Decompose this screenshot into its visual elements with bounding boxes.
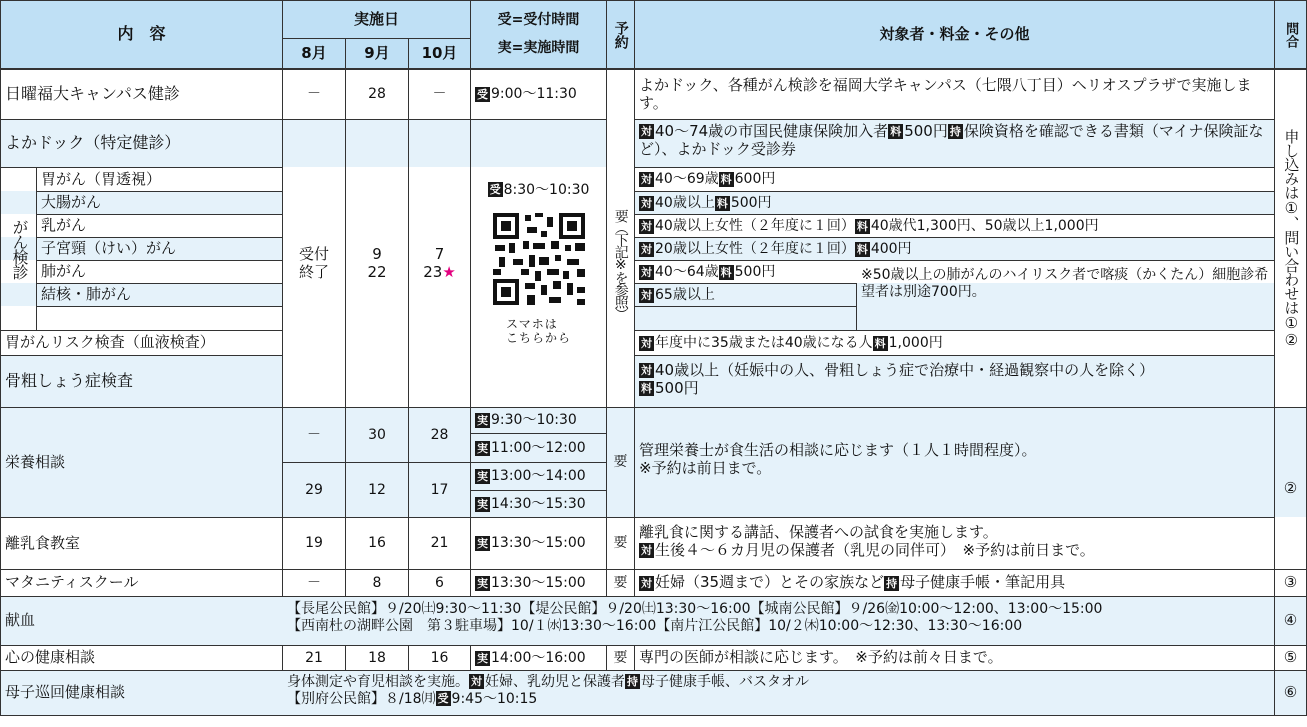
maternity-info — [635, 570, 1274, 596]
mental-info: 専門の医師が相談に応じます。 ※予約は前々日まで。 — [639, 648, 1003, 667]
baby-food-info-2 — [639, 542, 1274, 560]
breast-target: 40歳以上女性（２年度に１回） — [655, 217, 855, 234]
mother-child-info-1 — [287, 674, 1274, 691]
nutrition-time-4 — [471, 491, 606, 517]
maternity-time-text: 13:30～15:00 — [491, 574, 586, 591]
cancer-lung: 肺がん — [41, 262, 87, 281]
baby-food-info-2-text: 生後４～６カ月児の保護者（乳児の同伴可） ※予約は前日まで。 — [655, 540, 1095, 559]
mother-child-inquiry: ⑥ — [1283, 683, 1298, 702]
checkup-time — [488, 182, 590, 199]
yoka-info — [635, 120, 1274, 167]
row-name-nutrition: 栄養相談 — [5, 452, 66, 471]
risk-info — [635, 331, 1274, 355]
qr-code-icon[interactable] — [491, 211, 587, 307]
sunday-time — [471, 70, 606, 119]
sunday-oct: － — [432, 86, 447, 103]
baby-food-info-1: 離乳食に関する講話、保護者への試食を実施します。 — [639, 523, 998, 541]
maternity-oct: 6 — [435, 574, 444, 591]
checkup-oct — [409, 120, 470, 407]
stomach-fee: 600円 — [734, 171, 776, 188]
nutrition-time-2-text: 11:00～12:00 — [491, 439, 586, 456]
nutrition-sep-1: 30 — [368, 426, 386, 443]
header-target: 対象者・料金・その他 — [635, 1, 1274, 68]
row-name-blood-donation: 献血 — [5, 611, 36, 630]
qr-caption: スマホは こちらから — [505, 316, 571, 345]
header-schedule: 実施日 — [283, 1, 470, 38]
nutrition-aug-2: 29 — [305, 481, 323, 498]
colon-info — [635, 192, 1274, 214]
checkup-aug: 受付 終了 — [298, 244, 329, 281]
execution-time-badge: 実 — [477, 441, 488, 455]
reception-time-badge: 受 — [489, 183, 501, 197]
target-badge: 対 — [641, 543, 652, 557]
header-time-legend-reception: 受=受付時間 — [471, 6, 606, 34]
cancer-colon: 大腸がん — [41, 193, 102, 212]
checkup-inquiry: 申し込みは①、問い合わせは①② — [1282, 129, 1301, 348]
reception-time-badge: 受 — [437, 691, 449, 705]
bring-badge: 持 — [627, 675, 638, 688]
nutrition-reservation: 要 — [613, 454, 628, 471]
nutrition-time-2 — [471, 434, 606, 462]
maternity-aug: － — [307, 574, 321, 591]
row-name-yoka-dock: よかドック（特定健診） — [5, 133, 181, 153]
grid-line — [634, 306, 856, 307]
target-badge: 対 — [641, 336, 652, 350]
fee-badge: 料 — [641, 381, 652, 395]
maternity-info-bring: 母子健康手帳・筆記用具 — [900, 573, 1066, 592]
nutrition-time-3-text: 13:00～14:00 — [491, 468, 586, 485]
checkup-oct-day2: 23 — [423, 262, 443, 281]
mental-reservation: 要 — [613, 649, 628, 666]
baby-food-sep: 16 — [368, 535, 386, 552]
lung-note: ※50歳以上の肺がんのハイリスク者で喀痰（かくたん）細胞診希望者は別途700円。 — [861, 266, 1269, 300]
mental-aug: 21 — [305, 649, 323, 666]
baby-food-info — [635, 518, 1274, 569]
nutrition-oct-1: 28 — [430, 426, 449, 443]
blood-info-1: 【長尾公民館】９/20㈯9:30～11:30【堤公民館】９/20㈯13:30～16:00【城南公民館】９/26㈮10:00～12:00、13:00～15:00 — [287, 601, 1103, 617]
fee-badge: 料 — [856, 219, 868, 233]
maternity-time — [471, 570, 606, 596]
cancer-breast: 乳がん — [41, 216, 87, 235]
fee-badge: 料 — [720, 265, 732, 279]
lung-fee: 500円 — [734, 263, 776, 280]
reception-time-badge: 受 — [477, 88, 488, 101]
maternity-inquiry: ③ — [1283, 573, 1298, 592]
header-content: 内 容 — [1, 1, 282, 68]
stomach-target: 40～69歳 — [655, 171, 719, 188]
row-name-mental-health: 心の健康相談 — [5, 648, 96, 667]
sunday-info: よかドック、各種がん検診を福岡大学キャンパス（七隈八丁目）ヘリオスプラザで実施します。 — [639, 75, 1252, 112]
target-badge: 対 — [641, 576, 652, 590]
mental-time-text: 14:00～16:00 — [491, 649, 586, 666]
blood-info-2: 【西南杜の湖畔公園 第３駐車場】10/１㈬13:30～16:00【南片江公民館】10/２㈭10:00～12:30、13:30～16:00 — [287, 617, 1023, 634]
nutrition-inquiry: ② — [1283, 478, 1298, 497]
bone-target: 40歳以上（妊娠中の人、骨粗しょう症で治療中・経過観察中の人を除く） — [655, 361, 1155, 379]
bring-badge: 持 — [949, 125, 961, 138]
mother-child-desc: 身体測定や育児相談を実施。 — [287, 674, 469, 690]
target-badge: 対 — [641, 196, 652, 210]
checkup-time-block — [471, 120, 606, 407]
mental-oct: 16 — [430, 649, 449, 666]
bring-badge: 持 — [886, 576, 898, 590]
risk-target: 年度中に35歳または40歳になる人 — [655, 334, 873, 351]
row-name-stomach-risk: 胃がんリスク検査（血液検査） — [5, 333, 215, 352]
nutrition-sep-2: 12 — [368, 481, 386, 498]
tb-target: 65歳以上 — [655, 286, 715, 303]
blood-info — [283, 597, 1274, 645]
mother-child-time: 9:45～10:15 — [451, 690, 538, 707]
tb-info — [635, 284, 856, 306]
cancer-tuberculosis-lung: 結核・肺がん — [41, 285, 132, 304]
row-name-mother-child: 母子巡回健康相談 — [5, 683, 126, 702]
maternity-reservation: 要 — [613, 574, 628, 591]
checkup-time-text: 8:30～10:30 — [503, 182, 590, 199]
nutrition-info-1: 管理栄養士が食生活の相談に応じます（１人１時間程度）。 — [639, 441, 1037, 459]
row-name-sunday-checkup: 日曜福大キャンパス健診 — [5, 84, 180, 104]
breast-info — [635, 215, 1274, 237]
star-icon: ★ — [442, 262, 456, 281]
sunday-aug: － — [307, 86, 321, 103]
target-badge: 対 — [641, 125, 652, 138]
mother-child-bring: 母子健康手帳、バスタオル — [641, 674, 809, 690]
checkup-oct-day2-wrap — [423, 264, 456, 282]
fee-badge: 料 — [716, 196, 728, 210]
nutrition-time-4-text: 14:30～15:30 — [491, 495, 586, 512]
blood-inquiry: ④ — [1283, 611, 1298, 630]
execution-time-badge: 実 — [477, 414, 488, 427]
header-reservation: 予約 — [607, 1, 634, 68]
risk-fee: 1,000円 — [888, 334, 943, 351]
baby-food-time — [471, 518, 606, 569]
baby-food-reservation: 要 — [613, 535, 628, 552]
target-badge: 対 — [641, 242, 652, 256]
sunday-time-text: 9:00～11:30 — [491, 86, 577, 103]
cervix-target: 20歳以上女性（２年度に１回） — [655, 240, 855, 257]
header-time-legend-execution: 実=実施時間 — [471, 34, 606, 62]
nutrition-time-3 — [471, 463, 606, 490]
nutrition-aug-1: － — [307, 426, 321, 443]
checkup-reservation: 要（下記※を参照） — [612, 208, 629, 319]
baby-food-aug: 19 — [305, 535, 323, 552]
yoka-info-bring: 保険資格を確認できる書類（マイナ保険証など）、よかドック受診券 — [639, 122, 1264, 158]
yoka-info-target: 40～74歳の市国民健康保険加入者 — [655, 122, 889, 140]
cancer-group-label: がん検診 — [9, 219, 29, 279]
execution-time-badge: 実 — [477, 497, 488, 511]
colon-target: 40歳以上 — [655, 194, 715, 211]
target-badge: 対 — [641, 288, 652, 302]
cervix-info — [635, 238, 1274, 260]
target-badge: 対 — [641, 219, 652, 233]
header-month-oct: 10月 — [409, 39, 470, 68]
nutrition-info-2: ※予約は前日まで。 — [639, 458, 772, 477]
mental-inquiry: ⑤ — [1283, 648, 1298, 667]
execution-time-badge: 実 — [477, 470, 488, 483]
fee-badge: 料 — [874, 336, 886, 350]
baby-food-time-text: 13:30～15:00 — [491, 535, 586, 552]
cancer-cervix: 子宮頸（けい）がん — [41, 239, 177, 258]
header-month-sep: 9月 — [346, 39, 408, 68]
fee-badge: 料 — [720, 173, 732, 186]
lung-info — [635, 261, 856, 283]
target-badge: 対 — [641, 364, 652, 377]
row-name-maternity: マタニティスクール — [5, 573, 139, 592]
execution-time-badge: 実 — [477, 576, 488, 590]
fee-badge: 料 — [890, 125, 902, 138]
cervix-fee: 400円 — [870, 240, 912, 257]
maternity-info-target: 妊婦（35週まで）とその家族など — [655, 573, 885, 592]
bone-fee: 500円 — [655, 378, 699, 397]
checkup-oct-day: 7 — [434, 244, 445, 263]
nutrition-oct-2: 17 — [430, 481, 449, 498]
nutrition-info — [635, 408, 1274, 517]
target-badge: 対 — [641, 265, 652, 279]
maternity-sep: 8 — [372, 574, 382, 591]
mother-child-info — [283, 671, 1274, 715]
header-inquiry: 問合 — [1275, 1, 1306, 68]
mother-child-target: 妊婦、乳幼児と保護者 — [485, 674, 625, 690]
target-badge: 対 — [471, 675, 482, 688]
target-badge: 対 — [641, 173, 652, 186]
nutrition-time-1 — [471, 408, 606, 433]
grid-line — [0, 715, 1307, 716]
row-name-risk-test — [37, 307, 282, 330]
yoka-info-fee: 500円 — [904, 122, 948, 140]
colon-fee: 500円 — [730, 194, 772, 211]
mother-child-info-2 — [287, 691, 1274, 708]
baby-food-oct: 21 — [430, 535, 449, 552]
mental-sep: 18 — [368, 649, 386, 666]
mental-time — [471, 646, 606, 670]
header-month-aug: 8月 — [283, 39, 345, 68]
sunday-sep: 28 — [368, 86, 386, 103]
nutrition-time-1-text: 9:30～10:30 — [491, 412, 577, 429]
mother-child-venue: 【別府公民館】８/18㈪ — [287, 690, 436, 707]
breast-fee: 40歳代1,300円、50歳以上1,000円 — [870, 217, 1099, 234]
execution-time-badge: 実 — [477, 651, 488, 665]
execution-time-badge: 実 — [477, 537, 488, 550]
cancer-stomach: 胃がん（胃透視） — [41, 169, 162, 188]
row-name-bone-test: 骨粗しょう症検査 — [5, 371, 134, 391]
row-name-baby-food: 離乳食教室 — [5, 533, 81, 552]
bone-info — [635, 356, 1274, 407]
fee-badge: 料 — [856, 242, 868, 256]
stomach-info — [635, 168, 1274, 191]
checkup-sep: 9 22 — [367, 244, 387, 281]
lung-target: 40～64歳 — [655, 263, 719, 280]
